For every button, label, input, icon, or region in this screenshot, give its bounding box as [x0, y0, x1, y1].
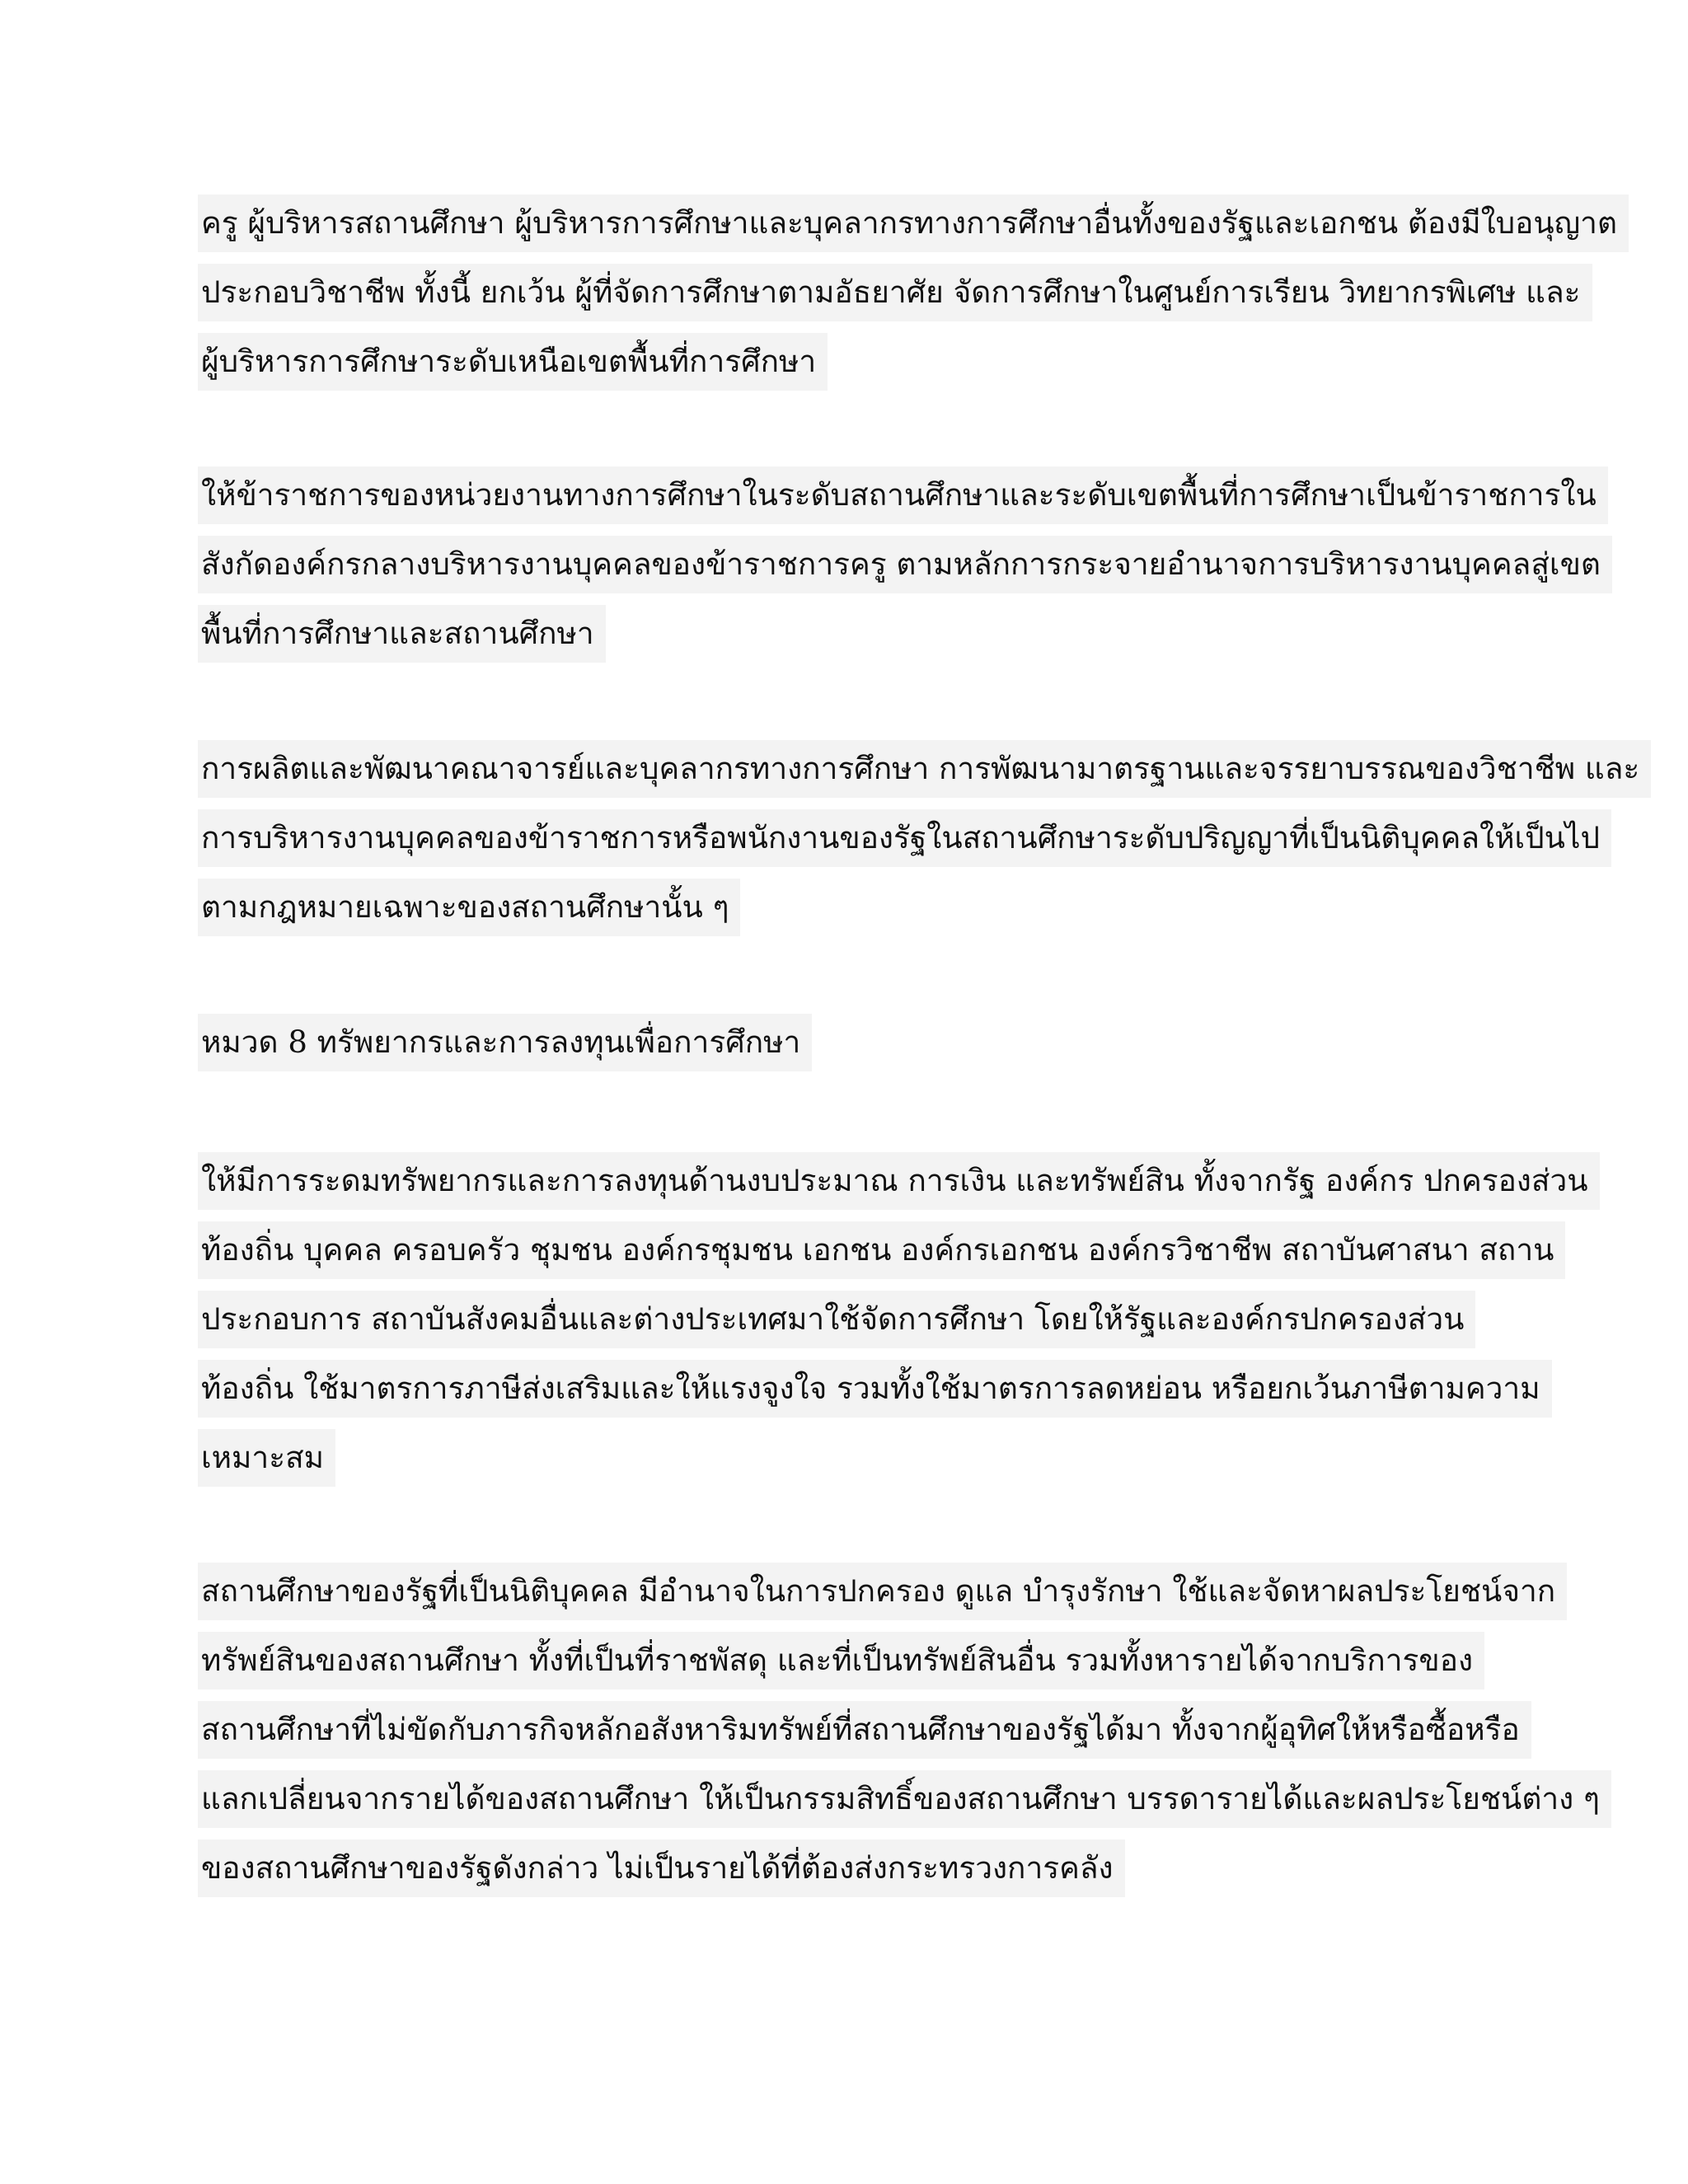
text-line: การบริหารงานบุคคลของข้าราชการหรือพนักงานของรัฐในสถานศึกษาระดับปริญญาที่เป็นนิติบุคคลให้เป็นไป: [198, 809, 1517, 867]
text-line: ครู ผู้บริหารสถานศึกษา ผู้บริหารการศึกษาและบุคลากรทางการศึกษาอื่นทั้งของรัฐและเอกชน ต้องมีใบอนุญาต: [198, 194, 1517, 252]
text-line: ท้องถิ่น บุคคล ครอบครัว ชุมชน องค์กรชุมชน เอกชน องค์กรเอกชน องค์กรวิชาชีพ สถาบันศาสนา สถาน: [198, 1221, 1517, 1279]
text-line: สังกัดองค์กรกลางบริหารงานบุคคลของข้าราชการครู ตามหลักการกระจายอำนาจการบริหารงานบุคคลสู่เขต: [198, 536, 1517, 593]
text-line: ทรัพย์สินของสถานศึกษา ทั้งที่เป็นที่ราชพัสดุ และที่เป็นทรัพย์สินอื่น รวมทั้งหารายได้จากบริการของ: [198, 1632, 1517, 1690]
text-line: แลกเปลี่ยนจากรายได้ของสถานศึกษา ให้เป็นกรรมสิทธิ์ของสถานศึกษา บรรดารายได้และผลประโยชน์ต่าง ๆ: [198, 1770, 1517, 1828]
text-line: เหมาะสม: [198, 1429, 1517, 1487]
heading-line: หมวด 8 ทรัพยากรและการลงทุนเพื่อการศึกษา: [198, 1014, 1517, 1071]
text-line: สถานศึกษาของรัฐที่เป็นนิติบุคคล มีอำนาจในการปกครอง ดูแล บำรุงรักษา ใช้และจัดหาผลประโยชน์จาก: [198, 1563, 1517, 1620]
paragraph-teacher-license: [198, 194, 1617, 402]
paragraph-faculty-development: [198, 740, 1640, 948]
text-line: ผู้บริหารการศึกษาระดับเหนือเขตพื้นที่การศึกษา: [198, 333, 1517, 391]
text-line: ท้องถิ่น ใช้มาตรการภาษีส่งเสริมและให้แรงจูงใจ รวมทั้งใช้มาตรการลดหย่อน หรือยกเว้นภาษีตามความ: [198, 1360, 1517, 1418]
paragraph-resource-mobilization: [198, 1152, 1588, 1498]
text-line: ประกอบวิชาชีพ ทั้งนี้ ยกเว้น ผู้ที่จัดการศึกษาตามอัธยาศัย จัดการศึกษาในศูนย์การเรียน วิทยากรพิเศษ และ: [198, 264, 1517, 321]
text-line: ให้ข้าราชการของหน่วยงานทางการศึกษาในระดับสถานศึกษาและระดับเขตพื้นที่การศึกษาเป็นข้าราชการใน: [198, 466, 1517, 524]
text-line: ประกอบการ สถาบันสังคมอื่นและต่างประเทศมาใช้จัดการศึกษา โดยให้รัฐและองค์กรปกครองส่วน: [198, 1291, 1517, 1348]
text-line: พื้นที่การศึกษาและสถานศึกษา: [198, 605, 1517, 663]
section-heading-chapter-8: [198, 1014, 1517, 1083]
text-line: สถานศึกษาที่ไม่ขัดกับภารกิจหลักอสังหาริมทรัพย์ที่สถานศึกษาของรัฐได้มา ทั้งจากผู้อุทิศให้หรือซื้อหรือ: [198, 1701, 1517, 1759]
text-line: ของสถานศึกษาของรัฐดังกล่าว ไม่เป็นรายได้ที่ต้องส่งกระทรวงการคลัง: [198, 1840, 1517, 1897]
text-line: ให้มีการระดมทรัพยากรและการลงทุนด้านงบประมาณ การเงิน และทรัพย์สิน ทั้งจากรัฐ องค์กร ปกครองส่วน: [198, 1152, 1517, 1210]
paragraph-state-institution-property: [198, 1563, 1600, 1909]
paragraph-civil-servants: [198, 466, 1601, 674]
text-line: ตามกฎหมายเฉพาะของสถานศึกษานั้น ๆ: [198, 879, 1517, 936]
text-line: การผลิตและพัฒนาคณาจารย์และบุคลากรทางการศึกษา การพัฒนามาตรฐานและจรรยาบรรณของวิชาชีพ และ: [198, 740, 1517, 798]
